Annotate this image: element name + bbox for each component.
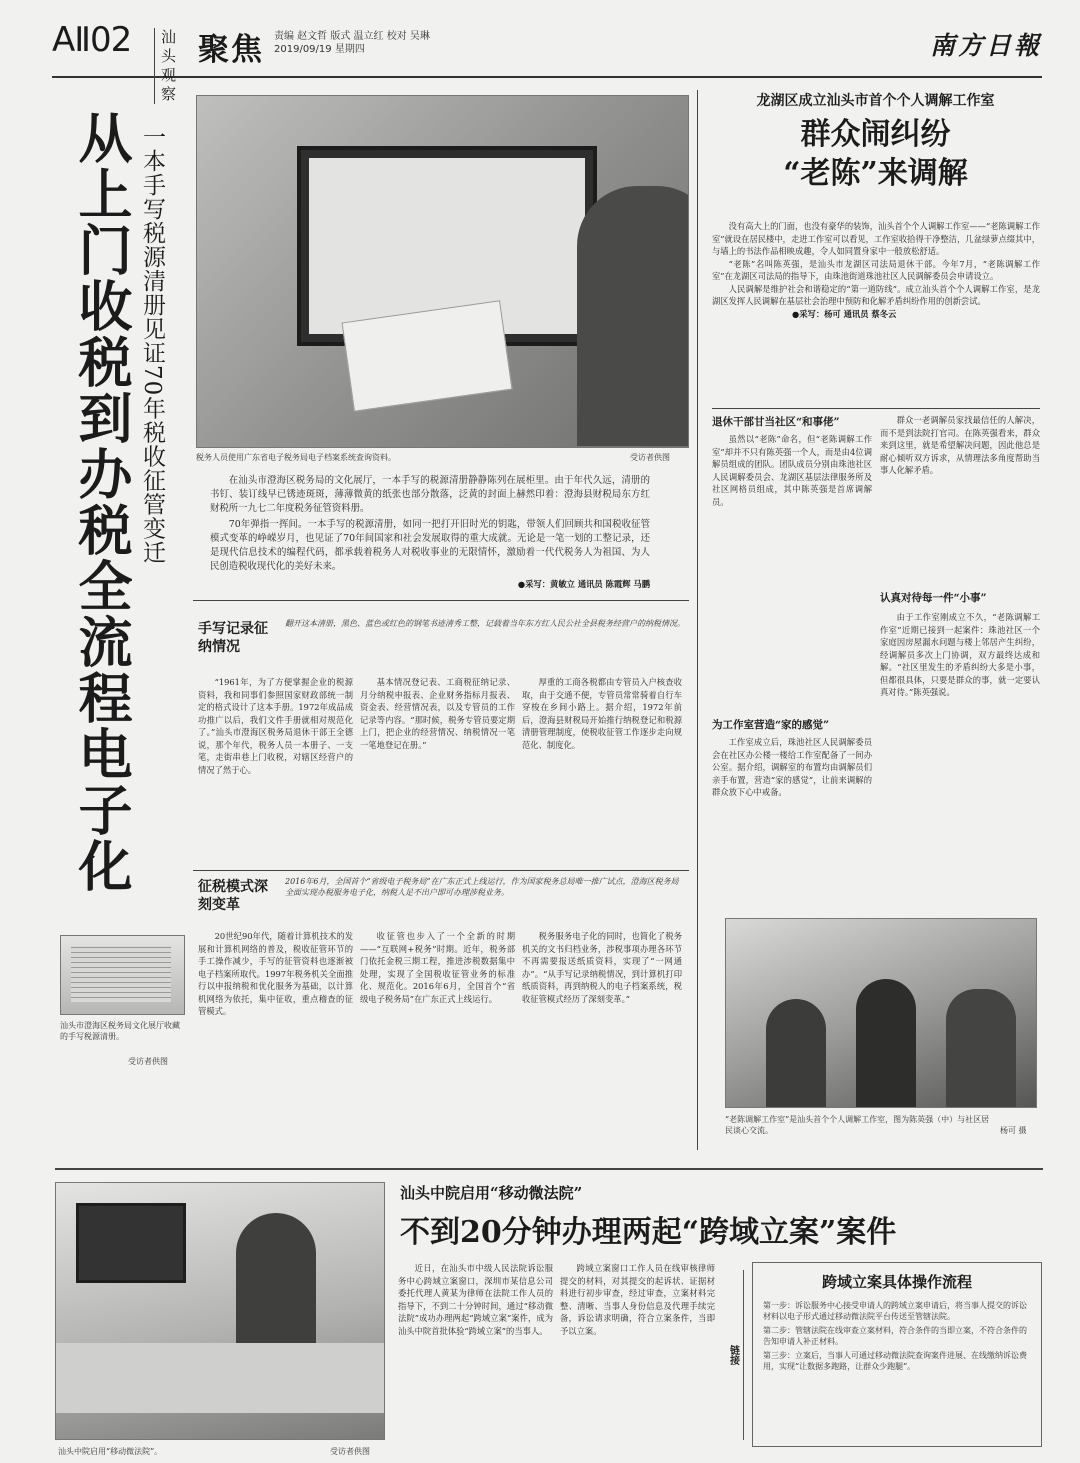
mediation-intro-p1: 没有高大上的门面，也没有豪华的装饰，汕头首个个人调解工作室——“老陈调解工作室”就设在居民楼中，走进工作室可以看见，工作室收拾得干净整洁，几盆绿萝点缀其中，与墙上的书法作品相映成趣，令人如同置身家中一般放松舒适。: [712, 221, 1040, 256]
counter-desk-shape: [56, 1343, 385, 1413]
lead-byline: ●采写：黄敏立 通讯员 陈霞辉 马鹏: [517, 579, 650, 589]
mediation-intro-p3: 人民调解是维护社会和谐稳定的“第一道防线”。成立汕头首个个人调解工作室，是龙湖区发挥人民调解在基层社会治理中预防和化解矛盾纠纷作用的创新尝试。: [712, 283, 1040, 306]
ledger-page-shape: [71, 946, 171, 1002]
section-label: 汕头观察: [154, 28, 190, 104]
section1-column-1: “1961年，为了方便掌握企业的税源资料，我和同事们参照国家财政部统一制定的格式设计了这本手册。1972年成品成功推广以后，我们文件手册就相对规范化了。”汕头市澄海区税务局退休干部王全德说，那个年代，税务人员一本册子、一支笔，走街串巷上门收税，对辖区经营户的情况了然于心。: [198, 677, 353, 775]
mediation-col-left: [712, 414, 872, 884]
section-heading-reform: 征税模式深刻变革: [198, 879, 268, 913]
side-photo-caption: 汕头市澄海区税务局文化展厅收藏的手写税源清册。: [60, 1021, 180, 1041]
lead-photo-caption: 税务人员使用广东省电子税务局电子档案系统查询资料。: [196, 453, 396, 462]
page-number: AⅡ02: [52, 20, 132, 60]
section-lead: 翻开这本清册，黑色、蓝色或红色的钢笔书迹清秀工整，记载着当年东方红人民公社全县税务经营户的纳税情况。: [285, 619, 685, 628]
lead-subheadline: 一本手写税源清册见证70年税收征管变迁: [139, 125, 165, 565]
column-separator: [697, 90, 698, 1150]
section-title: 聚焦: [198, 32, 264, 68]
section-divider: [193, 600, 689, 601]
section2-column-1: 20世纪90年代，随着计算机技术的发展和计算机网络的普及，税收征管环节的手工操作减少，手写的征管资料也逐渐被电子档案所取代。1997年税务机关全面推行以申报纳税和优化服务为基础，以计算机网络为依托，集中征收，重点稽查的征管模式。: [198, 931, 353, 1016]
person-silhouette: [766, 999, 826, 1108]
section1-column-2: 基本情况登记表、工商税征纳记录、月分纳税申报表、企业财务指标月报表、资金表、经营情况表，以及专管员的工作记录等内容。“那时候，税务专管员要定期上门，把企业的经营情况、纳税情况一笔一笔地登记在册。”: [360, 677, 515, 750]
procedure-step-3: 第三步：立案后，当事人可通过移动微法院查询案件进展、在线缴纳诉讼费用，实现“让数据多跑路，让群众少跑腿”。: [763, 1351, 1027, 1371]
side-photo-credit: 受访者供图: [128, 1057, 168, 1066]
court-title: 不到20分钟办理两起“跨域立案”案件: [400, 1215, 897, 1250]
editor-credits: [274, 30, 430, 56]
issue-date: 2019/09/19 星期四: [274, 44, 365, 55]
procedure-box-title: 跨域立案具体操作流程: [821, 1273, 972, 1291]
mediation-subhead-1: 退休干部甘当社区“和事佬”: [712, 416, 840, 428]
court-photo-credit: 受访者供图: [330, 1447, 370, 1456]
section-divider: [712, 408, 1040, 409]
mediation-photo-credit: 杨可 摄: [1000, 1126, 1027, 1135]
mediation-subhead-3: 认真对待每一件“小事”: [880, 592, 987, 604]
mediation-col2-text: 群众一老调解员家找最信任的人解决，而不是到法院打官司。在陈英强看来，群众来到这里，就是希望解决问题，因此他总是耐心倾听双方诉求，从情理法多角度帮助当事人化解矛盾。: [880, 415, 1040, 475]
mediation-title-1: 群众闹纠纷: [800, 117, 951, 152]
mediation-col-right: [880, 414, 1040, 884]
mediation-photo-caption: “老陈调解工作室”是汕头首个个人调解工作室，图为陈英强（中）与社区居民谈心交流。: [725, 1115, 990, 1135]
section1-column-3: 厚重的工商各税都由专管员入户核查收取，由于交通不便，专管员常常骑着自行车穿梭在乡间小路上。据介绍，1972年前后，澄海县财税局开始推行纳税登记和税源清册管理制度，使税收征管工作逐步走向规范化、制度化。: [522, 677, 682, 750]
mediation-intro: [712, 220, 1040, 320]
section2-column-2: 收征管也步入了一个全新的时期——“互联网+税务”时期。近年，税务部门依托金税三期工程，推进涉税数据集中处理，实现了全国税收征管业务的标准化、规范化。2016年6月，全国首个“省级电子税务局”在广东正式上线运行。: [360, 931, 515, 1004]
procedure-box: [752, 1262, 1042, 1447]
lead-headline: 从上门收税到办税全流程电子化: [70, 110, 134, 894]
person-silhouette: [946, 989, 1016, 1108]
court-story-header: [400, 1182, 1040, 1251]
link-label-box: [722, 1270, 744, 1440]
court-photo-caption: 汕头中院启用“移动微法院”。: [58, 1447, 163, 1456]
person-silhouette: [856, 979, 916, 1108]
lead-photo: [196, 95, 689, 448]
section-heading-handwritten: 手写记录征纳情况: [198, 621, 268, 655]
mediation-col1-text: 虽然以“老陈”命名，但“老陈调解工作室”却并不只有陈英强一个人，而是由4位调解员组成的团队。团队成员分别由珠池社区人民调解委员会、龙湖区基层法律服务所及社区网格员组成，其中陈英强是首席调解员。: [712, 434, 872, 507]
person-silhouette: [236, 1213, 316, 1363]
lead-intro: [210, 474, 650, 590]
mediation-byline: ●采写：杨可 通讯员 蔡冬云: [792, 308, 897, 319]
editor-line: 责编 赵文哲 版式 温立红 校对 吴琳: [274, 31, 430, 42]
mediation-story: [708, 90, 1043, 194]
link-label: 链接: [727, 1345, 739, 1365]
procedure-step-1: 第一步：诉讼服务中心接受申请人的跨域立案申请后，将当事人提交的诉讼材料以电子形式通过移动微法院平台传送至管辖法院。: [763, 1301, 1027, 1321]
court-column-1: 近日，在汕头市中级人民法院诉讼服务中心跨域立案窗口，深圳市某信息公司委托代理人黄某为律师在法院工作人员的指导下，不到二十分钟时间，通过“移动微法院”成功办理两起“跨域立案”案件，成为汕头中院首批体验“跨域立案”的当事人。: [398, 1263, 553, 1336]
person-silhouette: [577, 186, 689, 446]
side-photo-ledger: [60, 935, 185, 1015]
intro-paragraph-2: 70年弹指一挥间。一本手写的税源清册，如同一把打开旧时光的钥匙，带领人们回顾共和国税收征管模式变革的峥嵘岁月，也见证了70年间国家和社会发展取得的重大成就。无论是一笔一划的工整记录，还是现代信息技术的编程代码，都承载着税务人对税收事业的无限情怀，激励着一代代税务人为祖国、为人民创造税收现代化的美好未来。: [210, 519, 650, 572]
section-lead: 2016年6月，全国首个“省级电子税务局”在广东正式上线运行，作为国家税务总局唯一推广试点，澄海区税务局全面实现办税服务电子化，纳税人足不出户即可办理涉税业务。: [285, 877, 679, 897]
mediation-col1-text-2: 工作室成立后，珠池社区人民调解委员会在社区办公楼一楼给工作室配备了一间办公室。据介绍，调解室的布置均由调解员们亲手布置，营造“家的感觉”，让前来调解的群众放下心中戒备。: [712, 737, 872, 797]
court-photo: [55, 1182, 385, 1440]
mediation-kicker: 龙湖区成立汕头市首个个人调解工作室: [756, 93, 995, 109]
procedure-step-2: 第二步：管辖法院在线审查立案材料，符合条件的当即立案，不符合条件的告知申请人补正材料。: [763, 1326, 1027, 1346]
court-kicker: 汕头中院启用“移动微法院”: [400, 1184, 583, 1202]
mediation-title-2: “老陈”来调解: [783, 156, 968, 191]
section-divider: [193, 870, 689, 871]
lead-photo-credit: 受访者供图: [630, 453, 670, 462]
monitor-shape: [76, 1203, 186, 1283]
section2-column-3: 税务服务电子化的同时，也简化了税务机关的文书归档业务，涉税事项办理各环节不再需要报送纸质资料，实现了“一网通办”。“从手写记录纳税情况，到计算机打印纸质资料，再到纳税人的电子档案系统，税收征管模式经历了深刻变革。”: [522, 931, 682, 1004]
newspaper-masthead: 南方日報: [929, 31, 1042, 60]
mediation-intro-p2: “老陈”名叫陈英强，是汕头市龙湖区司法局退休干部。今年7月，“老陈调解工作室”在龙湖区司法局的指导下，由珠池街道珠池社区人民调解委员会申请设立。: [712, 258, 1040, 281]
mediation-subhead-2: 为工作室营造“家的感觉”: [712, 719, 830, 731]
mediation-col2-text-2: 由于工作室刚成立不久，“老陈调解工作室”近期已接到一起案件：珠池社区一个家庭因房屋漏水问题与楼上邻居产生纠纷，经调解员多次上门协调，双方最终达成和解。“社区里发生的矛盾纠纷大多是小事，但都很具体，只要是群众的事，就一定要认真对待。”陈英强说。: [880, 612, 1040, 697]
page-divider: [55, 1168, 1043, 1170]
court-column-2: 跨域立案窗口工作人员在线审核律师提交的材料，对其提交的起诉状、证据材料进行初步审查，经过审查，立案材料完整、清晰、当事人身份信息及代理手续完备，诉讼请求明确，符合立案条件，当即予以立案。: [560, 1263, 715, 1336]
intro-paragraph: 在汕头市澄海区税务局的文化展厅，一本手写的税源清册静静陈列在展柜里。由于年代久远，清册的书钉、装订线早已锈迹斑斑，薄薄微黄的纸张也部分散落，泛黄的封面上赫然印着：澄海县财税局东方红财税所一九七二年度税务征管资料册。: [210, 475, 650, 514]
mediation-photo: [725, 918, 1037, 1108]
